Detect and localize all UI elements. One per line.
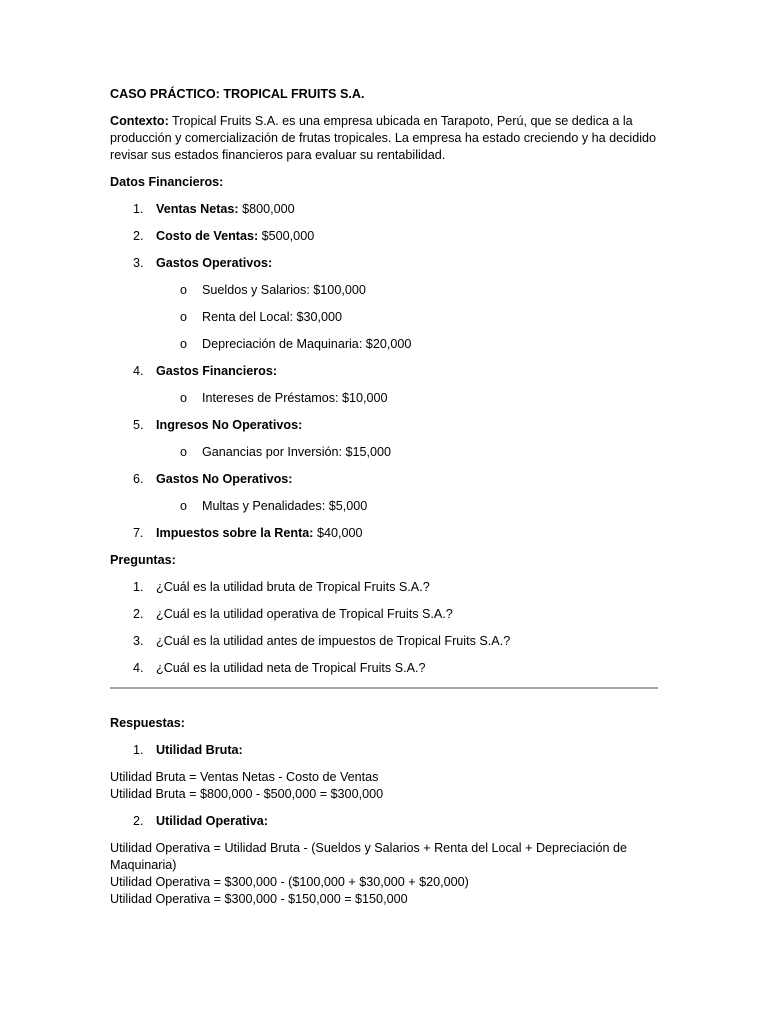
item-label: Gastos Operativos: xyxy=(156,256,273,270)
bullet-icon: o xyxy=(180,499,188,513)
item-number: 3. xyxy=(133,256,144,270)
answer-number: 2. xyxy=(133,814,144,828)
question-text: ¿Cuál es la utilidad neta de Tropical Fruits S.A.? xyxy=(156,661,426,675)
operating-formula xyxy=(110,840,658,908)
sub-item-text: Depreciación de Maquinaria: $20,000 xyxy=(202,337,412,351)
sub-list-item xyxy=(110,309,658,326)
sub-list-item xyxy=(110,390,658,407)
sub-list-item xyxy=(110,498,658,515)
list-item xyxy=(110,417,658,434)
list-item xyxy=(110,228,658,245)
formula-line: Utilidad Operativa = $300,000 - ($100,000 + $30,000 + $20,000) xyxy=(110,875,469,889)
questions-heading: Preguntas: xyxy=(110,553,176,567)
formula-line: Utilidad Operativa = Utilidad Bruta - (Sueldos y Salarios + Renta del Local + Depreciación de Maquinaria) xyxy=(110,841,627,872)
horizontal-divider xyxy=(110,687,658,689)
item-value: $500,000 xyxy=(258,229,315,243)
item-label: Gastos Financieros: xyxy=(156,364,278,378)
item-number: 1. xyxy=(133,202,144,216)
question-number: 1. xyxy=(133,580,144,594)
list-item xyxy=(110,471,658,488)
bullet-icon: o xyxy=(180,283,188,297)
question-text: ¿Cuál es la utilidad antes de impuestos de Tropical Fruits S.A.? xyxy=(156,634,511,648)
context-paragraph xyxy=(110,113,658,164)
answer-item-operating xyxy=(110,813,658,830)
sub-item-text: Renta del Local: $30,000 xyxy=(202,310,343,324)
questions-list xyxy=(110,579,658,677)
item-label: Costo de Ventas: xyxy=(156,229,259,243)
item-number: 7. xyxy=(133,526,144,540)
item-label: Gastos No Operativos: xyxy=(156,472,293,486)
answer-label: Utilidad Bruta: xyxy=(156,743,243,757)
formula-line: Utilidad Operativa = $300,000 - $150,000 = $150,000 xyxy=(110,892,408,906)
answer-item-gross xyxy=(110,742,658,759)
question-number: 4. xyxy=(133,661,144,675)
item-number: 6. xyxy=(133,472,144,486)
bullet-icon: o xyxy=(180,391,188,405)
list-item xyxy=(110,363,658,380)
sub-list-item xyxy=(110,444,658,461)
list-item xyxy=(110,525,658,542)
document-content xyxy=(110,86,658,918)
item-number: 2. xyxy=(133,229,144,243)
item-label: Ingresos No Operativos: xyxy=(156,418,303,432)
financial-data-heading: Datos Financieros: xyxy=(110,175,224,189)
sub-item-text: Intereses de Préstamos: $10,000 xyxy=(202,391,388,405)
question-item xyxy=(110,579,658,596)
financial-data-list xyxy=(110,201,658,542)
answer-number: 1. xyxy=(133,743,144,757)
item-number: 4. xyxy=(133,364,144,378)
sub-list-item xyxy=(110,336,658,353)
bullet-icon: o xyxy=(180,337,188,351)
answers-heading: Respuestas: xyxy=(110,716,185,730)
sub-item-text: Ganancias por Inversión: $15,000 xyxy=(202,445,392,459)
question-number: 2. xyxy=(133,607,144,621)
formula-line: Utilidad Bruta = $800,000 - $500,000 = $300,000 xyxy=(110,787,384,801)
list-item xyxy=(110,255,658,272)
bullet-icon: o xyxy=(180,445,188,459)
item-label: Impuestos sobre la Renta: xyxy=(156,526,314,540)
bullet-icon: o xyxy=(180,310,188,324)
question-item xyxy=(110,660,658,677)
document-title: CASO PRÁCTICO: TROPICAL FRUITS S.A. xyxy=(110,87,365,101)
item-value: $800,000 xyxy=(238,202,295,216)
sub-item-text: Multas y Penalidades: $5,000 xyxy=(202,499,368,513)
sub-list-item xyxy=(110,282,658,299)
context-text: Tropical Fruits S.A. es una empresa ubicada en Tarapoto, Perú, que se dedica a la producción y comercialización de frutas tropicales. La empresa ha estado creciendo y ha decidido revisar sus estados financieros para evaluar su rentabilidad. xyxy=(110,114,657,162)
question-text: ¿Cuál es la utilidad bruta de Tropical Fruits S.A.? xyxy=(156,580,430,594)
item-label: Ventas Netas: xyxy=(156,202,239,216)
question-item xyxy=(110,606,658,623)
context-label: Contexto: xyxy=(110,114,169,128)
item-value: $40,000 xyxy=(313,526,363,540)
item-number: 5. xyxy=(133,418,144,432)
question-number: 3. xyxy=(133,634,144,648)
sub-item-text: Sueldos y Salarios: $100,000 xyxy=(202,283,366,297)
question-text: ¿Cuál es la utilidad operativa de Tropical Fruits S.A.? xyxy=(156,607,453,621)
answer-label: Utilidad Operativa: xyxy=(156,814,268,828)
gross-formula xyxy=(110,769,658,803)
list-item xyxy=(110,201,658,218)
question-item xyxy=(110,633,658,650)
formula-line: Utilidad Bruta = Ventas Netas - Costo de Ventas xyxy=(110,770,379,784)
